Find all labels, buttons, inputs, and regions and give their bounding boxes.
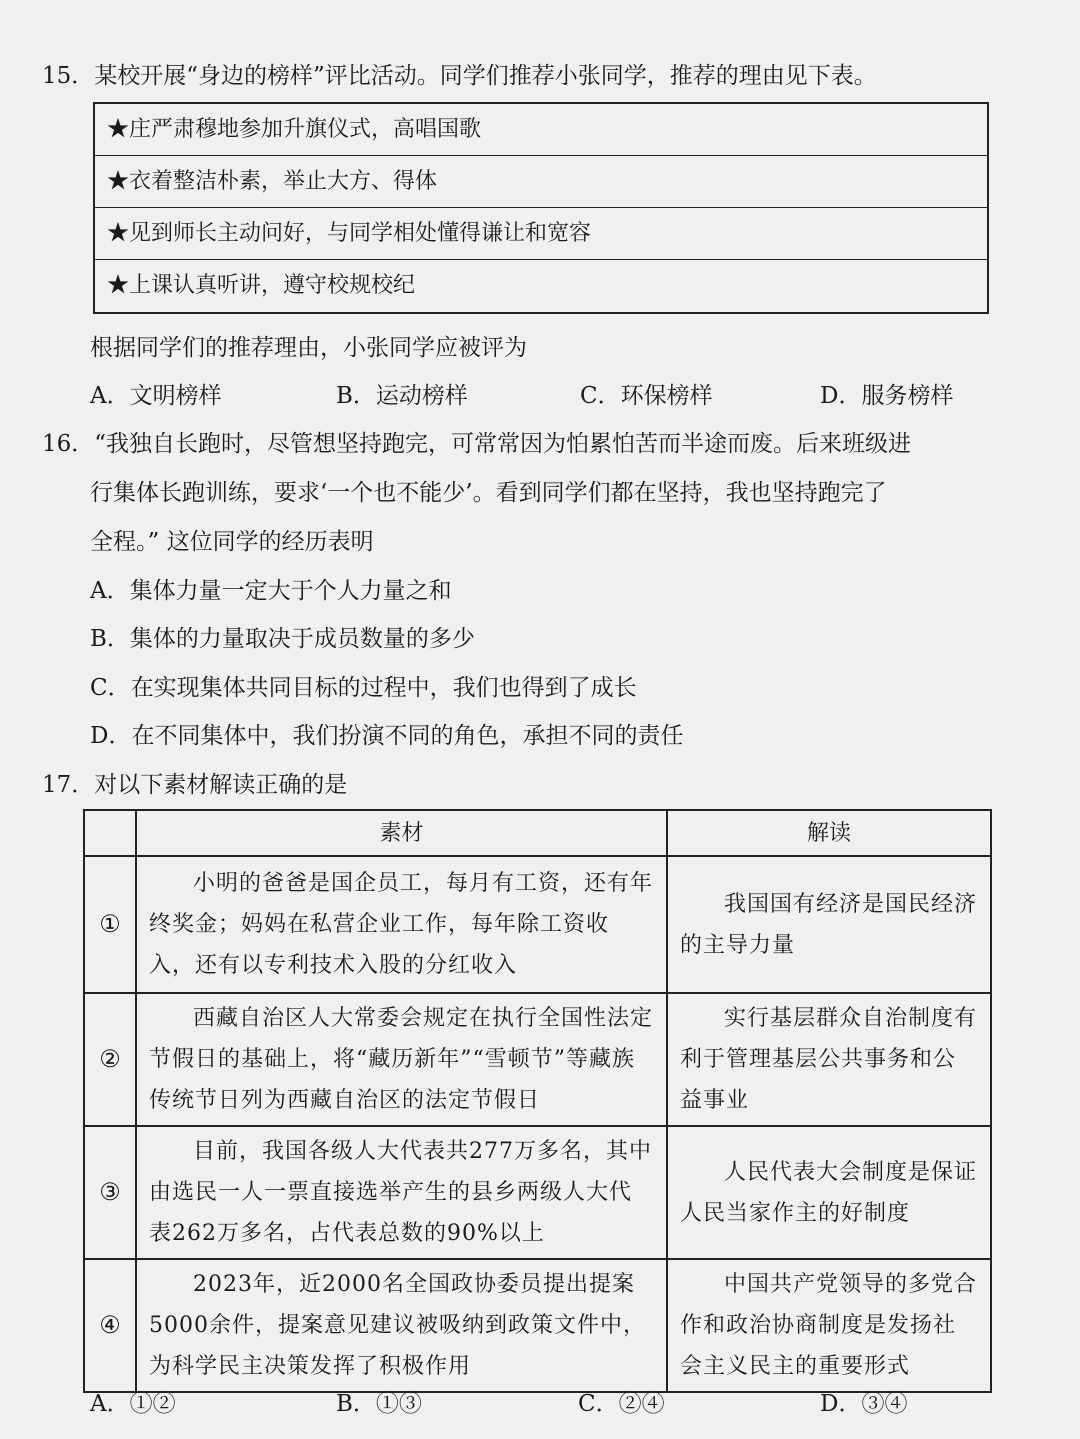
- q16-option-b[interactable]: B．集体的力量取决于成员数量的多少: [90, 626, 475, 652]
- q17-row-4: [84, 1259, 991, 1392]
- q16-stem-line-2: 行集体长跑训练，要求‘一个也不能少’。看到同学们都在坚持，我也坚持跑完了: [90, 480, 887, 506]
- q17-table-header: [84, 810, 991, 856]
- q17-row-1: [84, 856, 991, 993]
- q17-row-1-material: 小明的爸爸是国企员工，每月有工资，还有年终奖金；妈妈在私营企业工作，每年除工资收入，还有以专利技术入股的分红收入: [136, 856, 667, 993]
- q15-stem: 15．某校开展“身边的榜样”评比活动。同学们推荐小张同学，推荐的理由见下表。: [42, 63, 877, 89]
- q17-row-3-num: ③: [84, 1126, 136, 1259]
- q15-option-c[interactable]: C．环保榜样: [580, 383, 713, 409]
- q17-option-a[interactable]: A．①②: [90, 1391, 176, 1417]
- q16-stem-line-1: 16．“我独自长跑时，尽管想坚持跑完，可常常因为怕累怕苦而半途而废。后来班级进: [42, 431, 912, 457]
- q15-option-b[interactable]: B．运动榜样: [336, 383, 468, 409]
- q17-option-b[interactable]: B．①③: [336, 1391, 422, 1417]
- q15-option-a[interactable]: A．文明榜样: [90, 383, 222, 409]
- q15-reason-1: ★庄严肃穆地参加升旗仪式，高唱国歌: [95, 104, 987, 156]
- q17-row-4-material: 2023年，近2000名全国政协委员提出提案5000余件，提案意见建议被吸纳到政策文件中，为科学民主决策发挥了积极作用: [136, 1259, 667, 1392]
- q16-option-c[interactable]: C．在实现集体共同目标的过程中，我们也得到了成长: [90, 675, 637, 701]
- q17-row-2-num: ②: [84, 993, 136, 1126]
- q16-option-a[interactable]: A．集体力量一定大于个人力量之和: [90, 578, 452, 604]
- q17-row-2: [84, 993, 991, 1126]
- q17-row-1-interpretation: 我国国有经济是国民经济的主导力量: [667, 856, 991, 993]
- q15-question: 根据同学们的推荐理由，小张同学应被评为: [90, 335, 527, 361]
- q17-material-table: [83, 809, 992, 1393]
- q15-option-d[interactable]: D．服务榜样: [820, 383, 954, 409]
- q15-reason-3: ★见到师长主动问好，与同学相处懂得谦让和宽容: [95, 208, 987, 260]
- q15-reason-2: ★衣着整洁朴素，举止大方、得体: [95, 156, 987, 208]
- q17-header-material: 素材: [136, 810, 667, 856]
- q17-row-2-interpretation: 实行基层群众自治制度有利于管理基层公共事务和公益事业: [667, 993, 991, 1126]
- q17-row-4-num: ④: [84, 1259, 136, 1392]
- q17-stem: 17．对以下素材解读正确的是: [42, 772, 348, 798]
- q16-stem-line-3: 全程。” 这位同学的经历表明: [90, 529, 374, 555]
- q17-row-2-material: 西藏自治区人大常委会规定在执行全国性法定节假日的基础上，将“藏历新年”“雪顿节”等藏族传统节日列为西藏自治区的法定节假日: [136, 993, 667, 1126]
- q17-option-d[interactable]: D．③④: [820, 1391, 908, 1417]
- q17-row-4-interpretation: 中国共产党领导的多党合作和政治协商制度是发扬社会主义民主的重要形式: [667, 1259, 991, 1392]
- q17-row-1-num: ①: [84, 856, 136, 993]
- q15-reason-table: [93, 102, 989, 314]
- q17-row-3-interpretation: 人民代表大会制度是保证人民当家作主的好制度: [667, 1126, 991, 1259]
- q16-option-d[interactable]: D．在不同集体中，我们扮演不同的角色，承担不同的责任: [90, 723, 684, 749]
- q15-reason-4: ★上课认真听讲，遵守校规校纪: [107, 273, 416, 298]
- q17-option-c[interactable]: C．②④: [578, 1391, 665, 1417]
- q17-header-num: [84, 810, 136, 856]
- q17-header-interpretation: 解读: [667, 810, 991, 856]
- q17-row-3: [84, 1126, 991, 1259]
- q17-row-3-material: 目前，我国各级人大代表共277万多名，其中由选民一人一票直接选举产生的县乡两级人大代表262万多名，占代表总数的90%以上: [136, 1126, 667, 1259]
